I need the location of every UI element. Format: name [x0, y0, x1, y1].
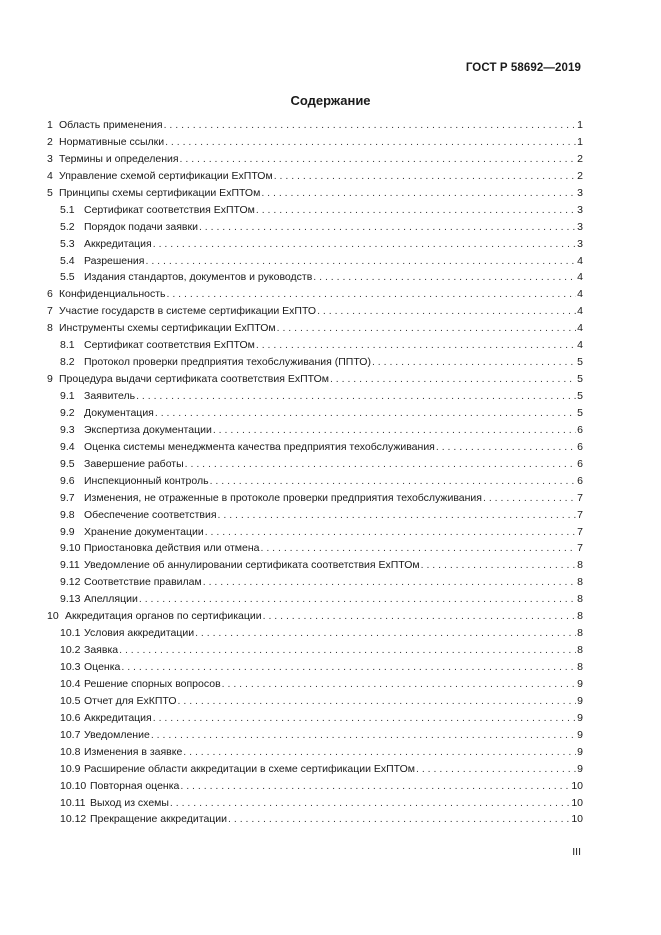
toc-entry-page: 8: [577, 593, 583, 606]
toc-entry-page: 9: [577, 728, 583, 741]
toc-dot-leader: [180, 153, 577, 165]
toc-entry[interactable]: [47, 441, 583, 458]
toc-entry-number: 2: [47, 135, 53, 148]
toc-entry[interactable]: [47, 255, 583, 272]
toc-entry-title: Порядок подачи заявки: [84, 220, 198, 233]
toc-entry-number: 9.10: [60, 542, 81, 555]
toc-entry-title: Экспертиза документации: [84, 423, 212, 436]
toc-entry-number: 8.2: [60, 356, 75, 369]
toc-entry-title: Решение спорных вопросов: [84, 677, 221, 690]
toc-entry-page: 6: [577, 423, 583, 436]
toc-entry-number: 10.12: [60, 813, 87, 826]
toc-entry[interactable]: [47, 170, 583, 187]
table-of-contents: [47, 119, 583, 830]
toc-entry-title: Инспекционный контроль: [84, 474, 209, 487]
toc-dot-leader: [436, 441, 576, 453]
toc-entry-page: 10: [571, 813, 583, 826]
toc-entry[interactable]: [47, 661, 583, 678]
toc-entry-title: Процедура выдачи сертификата соответствия ExПТОм: [59, 373, 329, 386]
toc-dot-leader: [274, 170, 576, 182]
toc-entry-title: Изменения в заявке: [84, 745, 183, 758]
toc-entry[interactable]: [47, 780, 583, 797]
toc-entry-title: Уведомление об аннулировании сертификата соответствия ExПТОм: [84, 559, 420, 572]
toc-entry-title: Управление схемой сертификации ExПТОм: [59, 169, 273, 182]
toc-dot-leader: [151, 729, 576, 741]
toc-entry-number: 10.5: [60, 694, 81, 707]
toc-entry-number: 9.11: [60, 559, 80, 572]
toc-dot-leader: [330, 373, 576, 385]
toc-entry-number: 9.8: [60, 508, 75, 521]
toc-entry-number: 10.9: [60, 762, 81, 775]
toc-entry-page: 9: [577, 711, 583, 724]
toc-entry[interactable]: [47, 271, 583, 288]
toc-entry-number: 9.4: [60, 440, 75, 453]
toc-entry-page: 7: [577, 525, 583, 538]
toc-entry[interactable]: [47, 627, 583, 644]
toc-entry[interactable]: [47, 153, 583, 170]
toc-entry[interactable]: [47, 458, 583, 475]
toc-dot-leader: [261, 542, 577, 554]
toc-entry-number: 1: [47, 119, 53, 131]
toc-entry-page: 5: [577, 356, 583, 369]
toc-dot-leader: [256, 339, 576, 351]
toc-entry-title: Нормативные ссылки: [59, 135, 165, 148]
toc-dot-leader: [153, 712, 576, 724]
toc-entry[interactable]: [47, 712, 583, 729]
toc-entry[interactable]: [47, 288, 583, 305]
toc-dot-leader: [165, 136, 576, 148]
toc-entry[interactable]: [47, 644, 583, 661]
toc-entry-page: 4: [577, 254, 583, 267]
toc-entry[interactable]: [47, 119, 583, 136]
toc-dot-leader: [261, 187, 576, 199]
toc-title: Содержание: [290, 93, 371, 108]
toc-entry[interactable]: [47, 424, 583, 441]
toc-dot-leader: [263, 610, 577, 622]
toc-entry[interactable]: [47, 678, 583, 695]
toc-entry-number: 7: [47, 305, 53, 318]
toc-entry-number: 9: [47, 373, 53, 386]
toc-entry-title: Уведомление: [84, 728, 150, 741]
toc-entry[interactable]: [47, 238, 583, 255]
toc-dot-leader: [170, 797, 570, 809]
toc-entry-title: Аккредитация органов по сертификации: [65, 610, 262, 623]
toc-entry-number: 5.1: [60, 203, 75, 216]
toc-entry-page: 2: [577, 152, 583, 165]
toc-dot-leader: [164, 119, 577, 131]
toc-entry-number: 6: [47, 288, 53, 301]
toc-entry-page: 6: [577, 474, 583, 487]
toc-entry-title: Аккредитация: [84, 237, 152, 250]
toc-dot-leader: [183, 746, 576, 758]
toc-entry-title: Условия аккредитации: [84, 627, 195, 640]
toc-entry[interactable]: [47, 356, 583, 373]
toc-entry[interactable]: [47, 763, 583, 780]
toc-entry[interactable]: [47, 542, 583, 559]
toc-dot-leader: [228, 813, 570, 825]
toc-entry-title: Конфиденциальность: [59, 288, 166, 301]
toc-entry[interactable]: [47, 526, 583, 543]
toc-entry-page: 2: [577, 169, 583, 182]
toc-dot-leader: [136, 390, 576, 402]
toc-entry-page: 6: [577, 440, 583, 453]
toc-entry[interactable]: [47, 593, 583, 610]
toc-entry-number: 9.13: [60, 593, 81, 606]
toc-dot-leader: [372, 356, 576, 368]
toc-dot-leader: [195, 627, 576, 639]
toc-dot-leader: [421, 559, 577, 571]
toc-entry[interactable]: [47, 746, 583, 763]
toc-entry[interactable]: [47, 559, 583, 576]
toc-entry-number: 10.8: [60, 745, 81, 758]
toc-entry-number: 8: [47, 322, 53, 335]
toc-entry-title: Документация: [84, 406, 154, 419]
toc-entry-number: 9.6: [60, 474, 75, 487]
toc-entry-page: 6: [577, 457, 583, 470]
toc-entry[interactable]: [47, 407, 583, 424]
toc-entry-page: 8: [577, 559, 583, 572]
toc-dot-leader: [317, 305, 576, 317]
toc-entry-title: Обеспечение соответствия: [84, 508, 217, 521]
toc-entry[interactable]: [47, 221, 583, 238]
toc-entry[interactable]: [47, 475, 583, 492]
toc-entry-page: 3: [577, 220, 583, 233]
toc-entry-number: 9.7: [60, 491, 75, 504]
toc-entry-page: 4: [577, 322, 583, 335]
toc-dot-leader: [256, 204, 576, 216]
toc-entry[interactable]: [47, 204, 583, 221]
toc-entry-page: 7: [577, 491, 583, 504]
toc-entry-number: 5.3: [60, 237, 75, 250]
toc-entry-page: 9: [577, 762, 583, 775]
toc-entry-title: Приостановка действия или отмена: [84, 542, 260, 555]
toc-entry[interactable]: [47, 373, 583, 390]
toc-entry[interactable]: [47, 187, 583, 204]
toc-entry[interactable]: [47, 610, 583, 627]
toc-entry-title: Заявка: [84, 644, 119, 657]
toc-entry-page: 1: [577, 119, 583, 131]
toc-entry-title: Отчет для ExКПТО: [84, 694, 177, 707]
toc-entry-page: 10: [571, 796, 583, 809]
toc-entry[interactable]: [47, 813, 583, 830]
toc-entry-title: Заявитель: [84, 390, 136, 402]
toc-entry-number: 5.5: [60, 271, 75, 284]
toc-entry-page: 4: [577, 288, 583, 301]
toc-entry-page: 8: [577, 661, 583, 673]
toc-entry-number: 9.1: [60, 390, 75, 402]
toc-dot-leader: [277, 322, 577, 334]
toc-entry-number: 9.2: [60, 406, 75, 419]
toc-entry-title: Издания стандартов, документов и руководств: [84, 271, 313, 284]
toc-entry-page: 9: [577, 745, 583, 758]
toc-entry-page: 5: [577, 406, 583, 419]
toc-entry-page: 3: [577, 203, 583, 216]
toc-entry-page: 3: [577, 186, 583, 199]
toc-entry-title: Принципы схемы сертификации ExПТОм: [59, 186, 261, 199]
toc-dot-leader: [121, 661, 576, 673]
toc-entry-page: 9: [577, 694, 583, 707]
toc-entry-number: 9.12: [60, 576, 81, 589]
toc-entry-title: Соответствие правилам: [84, 576, 202, 589]
toc-entry-title: Сертификат соответствия ExПТОм: [84, 203, 255, 216]
toc-entry-number: 10.2: [60, 644, 81, 657]
toc-entry-page: 9: [577, 677, 583, 690]
toc-entry-title: Хранение документации: [84, 525, 204, 538]
toc-entry-page: 4: [577, 271, 583, 284]
toc-entry[interactable]: [47, 797, 583, 814]
toc-dot-leader: [155, 407, 576, 419]
toc-entry[interactable]: [47, 695, 583, 712]
toc-entry-title: Протокол проверки предприятия техобслуживания (ППТО): [84, 356, 371, 369]
toc-entry[interactable]: [47, 492, 583, 509]
toc-entry-number: 4: [47, 169, 53, 182]
toc-entry[interactable]: [47, 305, 583, 322]
toc-entry-title: Инструменты схемы сертификации ExПТОм: [59, 322, 276, 335]
toc-entry-number: 10.3: [60, 661, 81, 673]
toc-entry-number: 3: [47, 152, 53, 165]
toc-dot-leader: [213, 424, 576, 436]
toc-entry-number: 9.3: [60, 423, 75, 436]
toc-entry-number: 5: [47, 186, 53, 199]
toc-entry-number: 10.1: [60, 627, 81, 640]
toc-entry-title: Оценка системы менеджмента качества предприятия техобслуживания: [84, 440, 435, 453]
toc-entry-page: 3: [577, 237, 583, 250]
toc-entry-page: 8: [577, 576, 583, 589]
toc-entry[interactable]: [47, 136, 583, 153]
toc-entry-page: 1: [577, 135, 583, 148]
toc-dot-leader: [185, 458, 576, 470]
toc-entry-number: 9.5: [60, 457, 75, 470]
toc-entry-number: 5.2: [60, 220, 75, 233]
toc-entry-number: 10.4: [60, 677, 81, 690]
toc-dot-leader: [483, 492, 576, 504]
toc-entry[interactable]: [47, 322, 583, 339]
toc-dot-leader: [153, 238, 576, 250]
toc-entry-title: Термины и определения: [59, 152, 179, 165]
toc-dot-leader: [199, 221, 576, 233]
toc-entry-number: 10.7: [60, 728, 81, 741]
toc-entry-title: Участие государств в системе сертификации ExПТО: [59, 305, 317, 318]
toc-entry-page: 8: [577, 610, 583, 623]
toc-dot-leader: [210, 475, 577, 487]
toc-entry-number: 5.4: [60, 254, 75, 267]
toc-entry-page: 5: [577, 390, 583, 402]
toc-dot-leader: [119, 644, 576, 656]
toc-entry-title: Прекращение аккредитации: [90, 813, 228, 826]
toc-entry-title: Разрешения: [84, 254, 145, 267]
toc-entry-title: Оценка: [84, 661, 121, 673]
toc-dot-leader: [203, 576, 576, 588]
toc-entry-title: Повторная оценка: [90, 779, 180, 792]
toc-entry-page: 10: [571, 779, 583, 792]
toc-dot-leader: [218, 509, 577, 521]
toc-entry-page: 5: [577, 373, 583, 386]
toc-entry-number: 10.6: [60, 711, 81, 724]
toc-dot-leader: [145, 255, 576, 267]
toc-entry[interactable]: [47, 509, 583, 526]
toc-entry-number: 8.1: [60, 339, 75, 352]
page-folio: III: [572, 846, 581, 858]
toc-entry-page: 4: [577, 339, 583, 352]
toc-dot-leader: [139, 593, 576, 605]
toc-entry-page: 7: [577, 542, 583, 555]
toc-entry-page: 8: [577, 627, 583, 640]
toc-dot-leader: [313, 271, 576, 283]
toc-dot-leader: [178, 695, 577, 707]
toc-entry-number: 9.9: [60, 525, 75, 538]
toc-dot-leader: [222, 678, 577, 690]
toc-dot-leader: [167, 288, 577, 300]
toc-entry-page: 8: [577, 644, 583, 657]
toc-entry-page: 7: [577, 508, 583, 521]
toc-entry-page: 4: [577, 305, 583, 318]
toc-entry-title: Аккредитация: [84, 711, 152, 724]
toc-dot-leader: [416, 763, 576, 775]
toc-entry-title: Расширение области аккредитации в схеме сертификации ExПТОм: [84, 762, 416, 775]
toc-entry-title: Апелляции: [84, 593, 138, 606]
toc-entry-title: Область применения: [59, 119, 163, 131]
toc-entry[interactable]: [47, 576, 583, 593]
toc-entry-title: Завершение работы: [84, 457, 184, 470]
toc-entry[interactable]: [47, 729, 583, 746]
toc-dot-leader: [180, 780, 570, 792]
toc-entry-title: Сертификат соответствия ExПТОм: [84, 339, 255, 352]
toc-entry[interactable]: [47, 390, 583, 407]
toc-entry-number: 10.10: [60, 779, 87, 792]
document-header-id: ГОСТ Р 58692—2019: [465, 62, 581, 74]
toc-entry-title: Выход из схемы: [90, 796, 169, 809]
toc-entry-number: 10.11: [60, 796, 86, 809]
toc-entry[interactable]: [47, 339, 583, 356]
toc-dot-leader: [205, 526, 576, 538]
toc-entry-title: Изменения, не отраженные в протоколе проверки предприятия техобслуживания: [84, 491, 482, 504]
toc-entry-number: 10: [47, 610, 59, 623]
